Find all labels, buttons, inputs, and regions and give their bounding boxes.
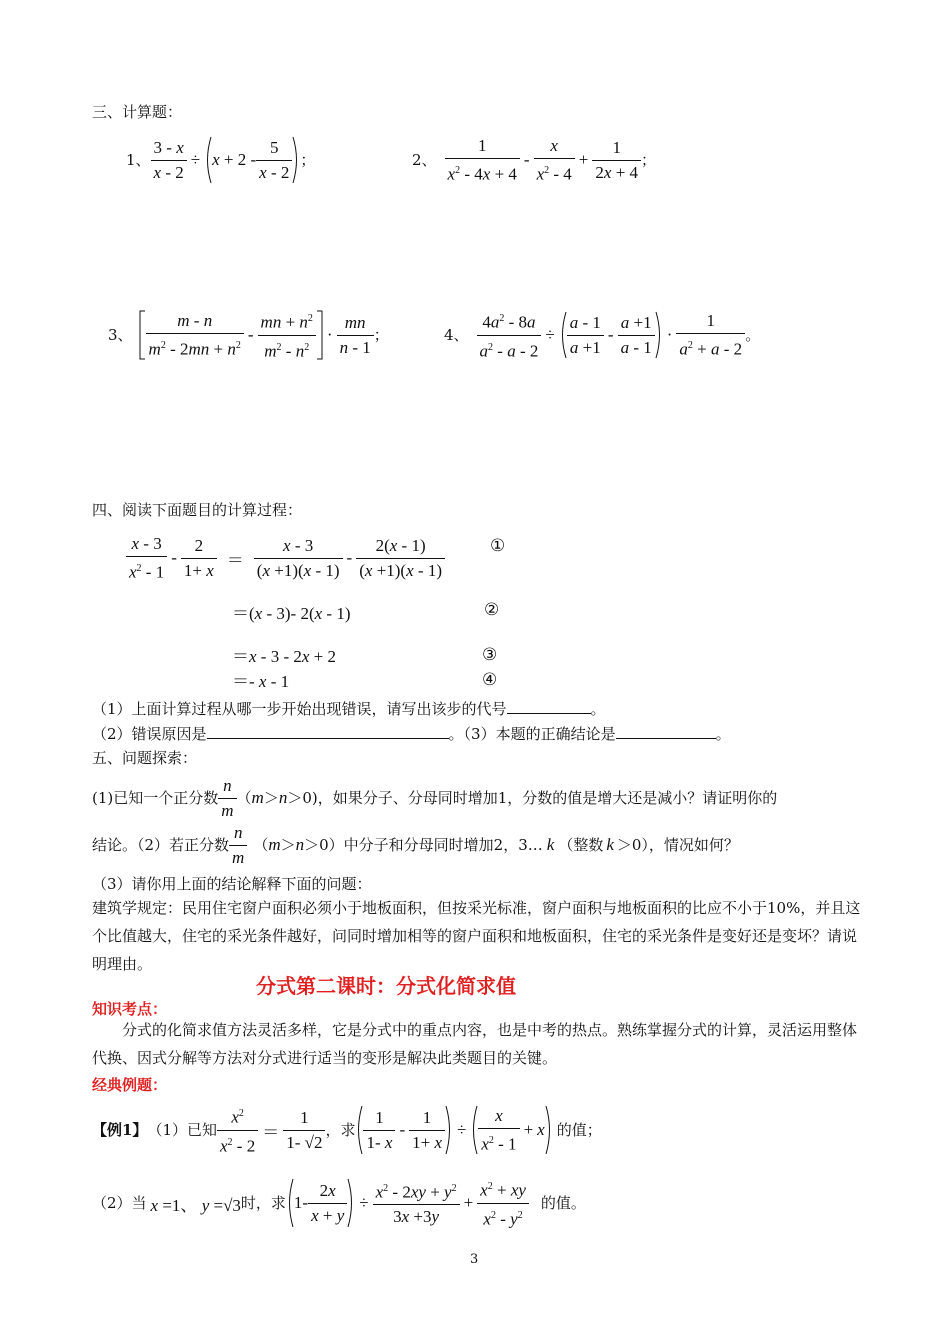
- step-mark-2: ②: [484, 600, 500, 620]
- knowledge-text: 分式的化简求值方法灵活多样，它是分式中的重点内容，也是中考的热点。熟练掌握分式的计算，灵活运用整体代换、因式分解等方法对分式进行适当的变形是解决此类题目的关键。: [92, 1021, 858, 1067]
- paren-right: [292, 136, 300, 184]
- step-1: x - 3 $x^2 - 1$ - 2 1+ x ＝ x - 3 (x +1)(x - 1) - 2(x - 1) (x +1)(x - 1): [126, 532, 445, 584]
- bracket-right: [316, 310, 323, 360]
- example-1: 【例1】 （1）已知 $x^2$ $x^2 - 2$ ＝ 1 1- √2 ，求 1 1- x - 1 1+ x ÷ x $x^2 - 1$ + x 的值；: [92, 1102, 602, 1158]
- fraction: $\frac{3 - x}{x - 2}$: [151, 136, 187, 185]
- problem-3: 3、 m - n $m^2 - 2mn + n^2$ - mn + $n^2$ $m^2 - n^2$ · mn n - 1 ；: [108, 310, 389, 360]
- problem-4: 4、 $\frac{4a^2 - 8a}{a^2 - a - 2}$ ÷ a - 1 a +1 - a +1 a - 1 · 1 $a^2 + a - 2$ 。: [444, 310, 760, 360]
- question-1: （1）上面计算过程从哪一步开始出现错误，请写出该步的代号 。: [92, 700, 606, 718]
- problem-1: 1、 $\frac{3 - x}{x - 2}$ ÷ x + 2 - 5 x - 2 ；: [126, 135, 315, 185]
- section3-heading: 三、计算题：: [92, 103, 183, 121]
- step-3: ＝x - 3 - 2x + 2: [232, 647, 337, 666]
- step-mark-1: ①: [490, 536, 506, 556]
- lesson-title: 分式第二课时：分式化简求值: [256, 974, 516, 998]
- section5-q2: 结论。（2）若正分数 n m （ m ＞ n ＞0）中分子和分母同时增加2，3… k （整数 k ＞0），情况如何？: [92, 822, 739, 867]
- step-mark-4: ④: [482, 670, 498, 690]
- section5-q1: (1)已知一个正分数 n m （ m ＞ n ＞0)，如果分子、分母同时增加1，分数的值是增大还是减小？请证明你的: [92, 775, 778, 820]
- section4-heading: 四、阅读下面题目的计算过程：: [92, 501, 303, 519]
- step-4: ＝- x - 1: [232, 672, 290, 691]
- answer-blank[interactable]: [507, 698, 591, 714]
- bracket-left: [139, 310, 146, 360]
- examples-label: 经典例题：: [92, 1076, 168, 1094]
- step-mark-3: ③: [482, 645, 498, 665]
- example-2: （2）当 x =1、 y =√3 时，求 1- 2x x + y ÷ $\frac{x^2 - 2xy + y^2}{3x +3y}$ + $\frac{x^2 + xy}{x^2 - y^2}$ 的值。: [92, 1176, 586, 1230]
- answer-blank[interactable]: [616, 723, 716, 739]
- knowledge-label: 知识考点：: [92, 1000, 168, 1018]
- step-2: ＝(x - 3)- 2(x - 1): [232, 604, 351, 623]
- section5-paragraph: 建筑学规定：民用住宅窗户面积必须小于地板面积，但按采光标准，窗户面积与地板面积的比应不小于10%，并且这个比值越大，住宅的采光条件越好，问同时增加相等的窗户面积和地板面积，住宅的采光条件是变好还是变坏？请说明理由。: [92, 899, 861, 973]
- question-2: （2）错误原因是 。（3）本题的正确结论是 。: [92, 725, 731, 743]
- problem-2: 2、 1 $x^2 - 4x + 4$ - x $x^2 - 4$ + $\frac{1}{2x + 4}$ ；: [412, 135, 657, 184]
- paren-left: [204, 136, 212, 184]
- section5-q3: （3）请你用上面的结论解释下面的问题：: [92, 875, 372, 893]
- page-number: 3: [470, 1252, 479, 1267]
- section5-heading: 五、问题探索：: [92, 749, 198, 767]
- answer-blank[interactable]: [207, 723, 449, 739]
